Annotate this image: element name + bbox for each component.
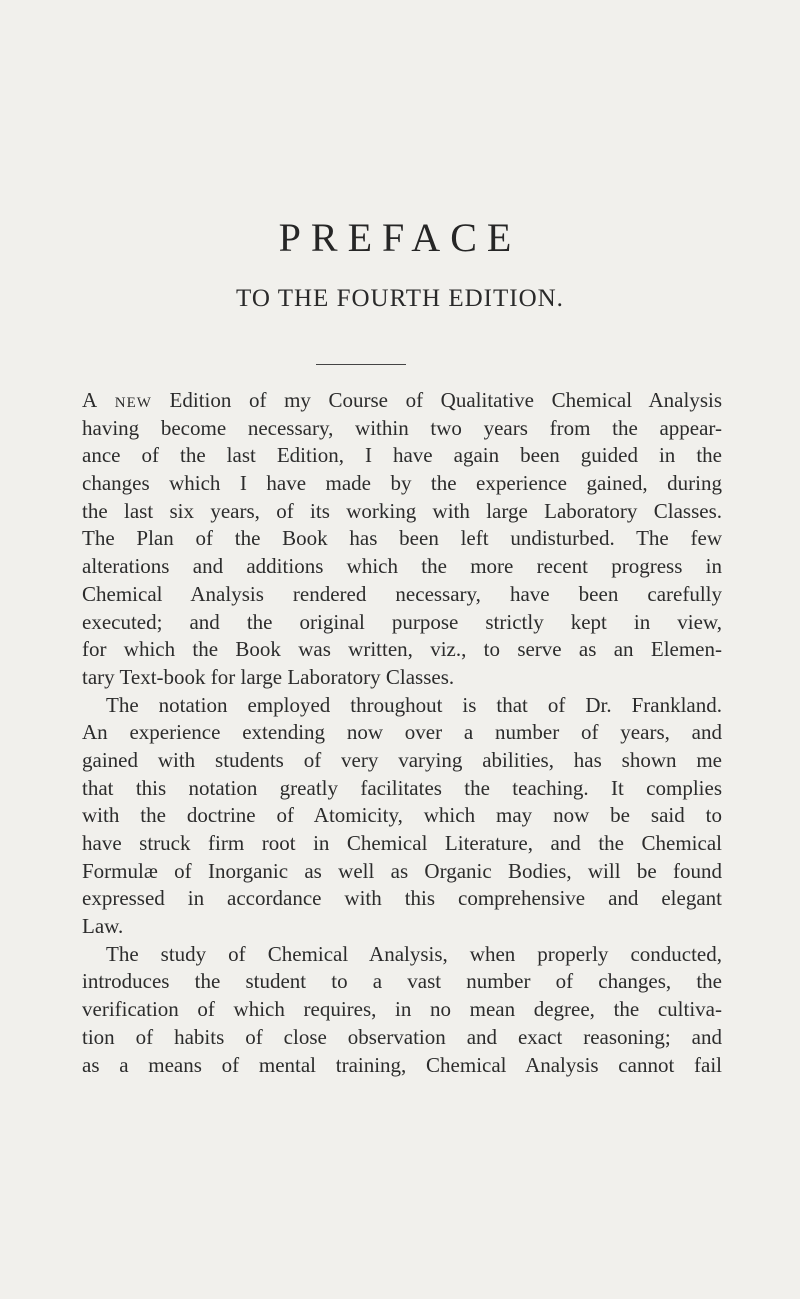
preface-subtitle: TO THE FOURTH EDITION. bbox=[236, 285, 564, 312]
preface-title: PREFACE bbox=[278, 215, 522, 260]
opening-word: A bbox=[82, 388, 98, 412]
text-line: The notation employed throughout is that of Dr. Frankland. bbox=[106, 692, 722, 717]
text-line: introduces the student to a vast number of changes, the bbox=[82, 969, 722, 994]
opening-smallcaps: NEW bbox=[114, 395, 152, 411]
text-line: with the doctrine of Atomicity, which may now be said to bbox=[82, 803, 722, 828]
text-line bbox=[82, 387, 722, 415]
text-line: Law. bbox=[82, 914, 124, 939]
text-line-content: Edition of my Course of Qualitative Chemical Analysis bbox=[151, 388, 723, 412]
text-line: as a means of mental training, Chemical Analysis cannot fail bbox=[82, 1052, 722, 1077]
text-line: the last six years, of its working with large Laboratory Classes. bbox=[82, 498, 722, 523]
text-line: tion of habits of close observation and exact reasoning; and bbox=[82, 1024, 722, 1049]
preface-text bbox=[82, 387, 722, 1079]
text-line: for which the Book was written, viz., to serve as an Elemen- bbox=[82, 637, 722, 662]
text-line: alterations and additions which the more recent progress in bbox=[82, 554, 722, 579]
text-line: having become necessary, within two years from the appear- bbox=[82, 415, 722, 440]
text-line: expressed in accordance with this comprehensive and elegant bbox=[82, 886, 722, 911]
text-line: ance of the last Edition, I have again been guided in the bbox=[82, 443, 722, 468]
text-line: The study of Chemical Analysis, when properly conducted, bbox=[106, 941, 722, 966]
text-line: The Plan of the Book has been left undisturbed. The few bbox=[82, 526, 722, 551]
text-line: executed; and the original purpose strictly kept in view, bbox=[82, 609, 722, 634]
text-line: verification of which requires, in no mean degree, the cultiva- bbox=[82, 997, 722, 1022]
text-line: changes which I have made by the experience gained, during bbox=[82, 471, 722, 496]
text-line: gained with students of very varying abilities, has shown me bbox=[82, 747, 722, 772]
text-line: tary Text-book for large Laboratory Classes. bbox=[82, 664, 455, 689]
text-line: that this notation greatly facilitates the teaching. It complies bbox=[82, 775, 722, 800]
text-line: have struck firm root in Chemical Literature, and the Chemical bbox=[82, 831, 722, 855]
text-line: An experience extending now over a number of years, and bbox=[82, 720, 722, 745]
text-line: Chemical Analysis rendered necessary, have been carefully bbox=[82, 581, 722, 606]
text-line: Formulæ of Inorganic as well as Organic Bodies, will be found bbox=[82, 858, 722, 883]
title-rule bbox=[316, 364, 406, 365]
